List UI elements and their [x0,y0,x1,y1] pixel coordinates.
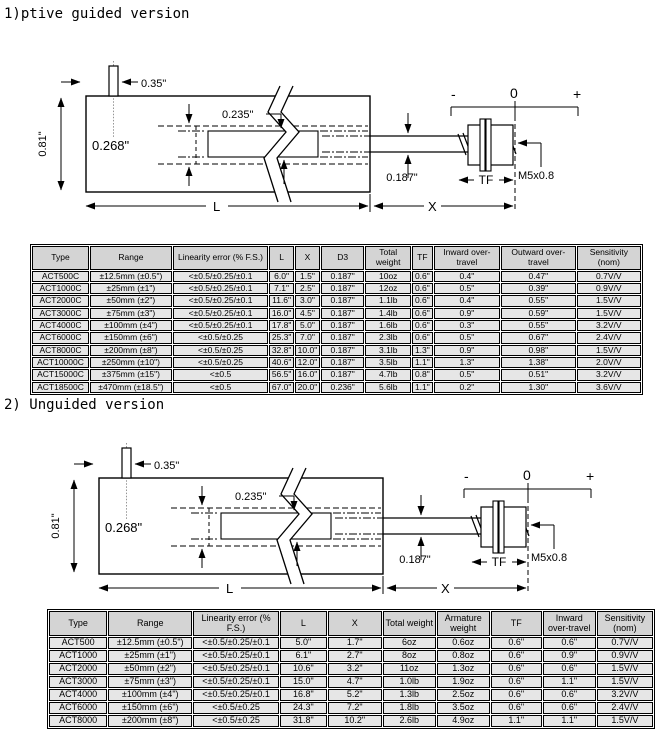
table-cell: <±0.5/±0.25 [193,702,279,714]
table-cell: ACT8000 [49,715,107,727]
table-cell: 0.6" [543,663,596,675]
table-cell: ±25mm (±1") [90,283,172,294]
table-cell: <±0.5/±0.25/±0.1 [173,271,268,282]
table-cell: 0.55" [501,295,576,306]
table-cell: ACT1000 [49,650,107,662]
table-cell: ±150mm (±6") [90,332,172,343]
table-cell: 0.6" [412,320,433,331]
table-cell: 3.2" [328,663,382,675]
table-cell: ±75mm (±3") [90,308,172,319]
table-cell: <±0.5/±0.25/±0.1 [173,320,268,331]
table-cell: 67.0" [269,382,294,393]
table-cell: 0.6" [491,663,542,675]
table-cell: 31.8" [280,715,327,727]
table-cell: 1.3lb [383,689,436,701]
table-cell: 1.0lb [383,676,436,688]
column-header: Total weight [383,611,436,636]
table-cell: 1.5V/V [577,308,641,319]
table-row [32,357,641,368]
table-cell: 2.0V/V [577,357,641,368]
thread-label: M5x0.8 [518,170,555,182]
table-cell: 5.2" [328,689,382,701]
table-cell: 3.2V/V [577,320,641,331]
table-cell: <±0.5/±0.25/±0.1 [193,676,279,688]
table-cell: 0.6" [491,650,542,662]
table-cell: 0.187" [321,308,365,319]
table-cell: ±100mm (±4") [108,689,192,701]
table-cell: 1.3" [434,357,500,368]
table-cell: 10.0" [295,345,320,356]
table-cell: ±12.5mm (±0.5") [108,637,192,649]
core-diameter-label: 0.235" [235,491,267,503]
table-cell: 0.7V/V [597,637,653,649]
table-cell: 0.6oz [437,637,490,649]
scale-minus-label: - [451,86,456,102]
table-row [32,308,641,319]
core-rect [208,131,318,157]
table-cell: 16.0" [269,308,294,319]
column-header: Linearity error (% F.S.) [173,246,268,270]
table-cell: 1.6lb [365,320,411,331]
table-cell: 1.38" [501,357,576,368]
column-header: TF [491,611,542,636]
table-cell: 0.9" [434,308,500,319]
table-cell: <±0.5/±0.25/±0.1 [173,295,268,306]
body-height-label: 0.81" [50,513,62,539]
section1-heading: 1)ptive guided version [4,6,190,22]
table-cell: 12.0" [295,357,320,368]
column-header: X [328,611,382,636]
table-cell: 1.1" [412,357,433,368]
scale-plus-label: + [573,86,582,102]
table-cell: 4.7" [328,676,382,688]
rod-diameter-label: 0.187" [386,172,418,184]
table-cell: 0.6" [412,332,433,343]
table-cell: 12oz [365,283,411,294]
table-cell: 1.5V/V [597,663,653,675]
table-cell: ACT10000C [32,357,89,368]
table-cell: 0.39" [501,283,576,294]
table-cell: 4.9oz [437,715,490,727]
column-header: X [295,246,320,270]
table-cell: 20.0" [295,382,320,393]
table-cell: 1.8lb [383,702,436,714]
table-row [32,295,641,306]
thread-label: M5x0.8 [531,552,568,564]
table-cell: ACT2000 [49,663,107,675]
table-cell: ACT1000C [32,283,89,294]
table-cell: 6.1" [280,650,327,662]
table-cell: 0.47" [501,271,576,282]
table-cell: 0.5" [434,369,500,380]
table-row [32,332,641,343]
table-cell: 10oz [365,271,411,282]
table-row [32,369,641,380]
table-cell: 0.6" [491,702,542,714]
table-cell: 1.5V/V [577,345,641,356]
table-cell: <±0.5/±0.25/±0.1 [193,637,279,649]
table-row [32,345,641,356]
table-cell: 2.6lb [383,715,436,727]
column-header: Type [32,246,89,270]
length-label: L [213,199,221,214]
bore-diameter-label: 0.268" [92,138,130,153]
table-cell: 2.5oz [437,689,490,701]
table-cell: 4.5" [295,308,320,319]
table-cell: 0.5" [434,283,500,294]
column-header: Sensitivity (nom) [597,611,653,636]
table-cell: 0.8oz [437,650,490,662]
table-cell: 1.1" [543,676,596,688]
table-cell: 2.3lb [365,332,411,343]
body-height-label: 0.81" [37,131,49,157]
table-cell: 0.6" [491,689,542,701]
flange-plate-2 [499,501,504,553]
captive-guided-dimensional-drawing [28,60,628,232]
table-cell: <±0.5/±0.25/±0.1 [173,283,268,294]
table-row [49,637,653,649]
core-diameter-label: 0.235" [222,109,254,121]
table-cell: ACT18500C [32,382,89,393]
table-cell: 17.8" [269,320,294,331]
table-cell: ±25mm (±1") [108,650,192,662]
table-cell: 0.9" [434,345,500,356]
table-cell: 16.8" [280,689,327,701]
table-cell: ACT6000 [49,702,107,714]
table-cell: 0.187" [321,369,365,380]
table-cell: 1.9oz [437,676,490,688]
table-cell: 1.5V/V [597,676,653,688]
column-header: TF [412,246,433,270]
table-cell: ±12.5mm (±0.5") [90,271,172,282]
table-cell: 1.4lb [365,308,411,319]
table-cell: 4.7lb [365,369,411,380]
table-cell: 24.3" [280,702,327,714]
table-cell: 1.5V/V [577,295,641,306]
table-cell: 1.1lb [365,295,411,306]
column-header: Range [108,611,192,636]
column-header: Linearity error (% F.S.) [193,611,279,636]
column-header: Range [90,246,172,270]
table-cell: 0.6" [491,676,542,688]
table-cell: 0.187" [321,345,365,356]
table-cell: 1.1" [491,715,542,727]
table-cell: 1.7" [328,637,382,649]
table-cell: ACT500C [32,271,89,282]
table-header-row [32,246,641,270]
column-header: Inward over-travel [543,611,596,636]
table-cell: 0.51" [501,369,576,380]
table-cell: 10.6" [280,663,327,675]
table-row [49,663,653,675]
table-cell: 0.59" [501,308,576,319]
table-cell: 2.4V/V [577,332,641,343]
table-cell: 0.2" [434,382,500,393]
table-cell: ACT3000 [49,676,107,688]
tf-label: TF [491,555,507,569]
table-cell: ±150mm (±6") [108,702,192,714]
column-header: D3 [321,246,365,270]
table-cell: <±0.5/±0.25/±0.1 [193,689,279,701]
column-header: L [280,611,327,636]
table-cell: 3.5lb [365,357,411,368]
table-cell: 6.0" [269,271,294,282]
table-cell: 25.3" [269,332,294,343]
table-cell: 10.2" [328,715,382,727]
table-cell: ±375mm (±15") [90,369,172,380]
scale-zero-label: 0 [510,85,518,101]
table-cell: 0.5" [434,332,500,343]
tf-label: TF [478,173,494,187]
table-cell: 0.4" [434,271,500,282]
table-cell: ACT4000 [49,689,107,701]
table-cell: ±470mm (±18.5") [90,382,172,393]
table-row [49,650,653,662]
bore-diameter-label: 0.268" [105,520,143,535]
table-cell: 0.67" [501,332,576,343]
table-cell: 3.6V/V [577,382,641,393]
rod-diameter-label: 0.187" [399,554,431,566]
table-cell: 11oz [383,663,436,675]
table-cell: <±0.5/±0.25 [193,715,279,727]
table-row [49,676,653,688]
table-cell: <±0.5 [173,382,268,393]
table-cell: 0.55" [501,320,576,331]
table-cell: 2.7" [328,650,382,662]
table-cell: 0.4" [434,295,500,306]
table-cell: 3.2V/V [597,689,653,701]
flange-plate-1 [493,501,498,553]
table-cell: 0.187" [321,357,365,368]
scale-zero-label: 0 [523,467,531,483]
table-cell: 0.6" [543,689,596,701]
table-cell: 8oz [383,650,436,662]
table-cell: <±0.5/±0.25/±0.1 [173,308,268,319]
core-rect [221,513,331,539]
table-row [32,271,641,282]
table-cell: 5.0" [280,637,327,649]
column-header: Type [49,611,107,636]
table-row [32,382,641,393]
table-cell: 2.4V/V [597,702,653,714]
table-cell: 0.8" [412,369,433,380]
table-cell: 0.6" [412,271,433,282]
flange-plate-2 [486,119,491,171]
table-cell: 0.187" [321,320,365,331]
table-cell: ±75mm (±3") [108,676,192,688]
table-cell: 15.0" [280,676,327,688]
table-cell: 1.5V/V [597,715,653,727]
table-cell: <±0.5/±0.25 [173,345,268,356]
table-cell: 16.0" [295,369,320,380]
table-cell: ±200mm (±8") [90,345,172,356]
table-row [32,283,641,294]
column-header: L [269,246,294,270]
table-cell: 0.98" [501,345,576,356]
table-cell: 1.3oz [437,663,490,675]
table-cell: <±0.5/±0.25/±0.1 [193,663,279,675]
table-cell: ACT6000C [32,332,89,343]
table-cell: 5.0" [295,320,320,331]
table-cell: ACT8000C [32,345,89,356]
table-cell: 1.3" [412,345,433,356]
table-cell: <±0.5/±0.25 [173,357,268,368]
table-cell: 0.9" [543,650,596,662]
table-header-row [49,611,653,636]
pin-width-label: 0.35" [154,460,180,472]
table-cell: 7.0" [295,332,320,343]
table-cell: 3.0" [295,295,320,306]
pin [109,66,118,96]
table-cell: ACT500 [49,637,107,649]
table-cell: ACT3000C [32,308,89,319]
table-cell: 0.7V/V [577,271,641,282]
table-cell: 3.1lb [365,345,411,356]
table-cell: 0.6" [412,295,433,306]
table-cell: <±0.5/±0.25/±0.1 [193,650,279,662]
table-cell: 0.6" [412,308,433,319]
table-cell: ±50mm (±2") [90,295,172,306]
table-cell: 6oz [383,637,436,649]
captive-guided-spec-table [30,244,643,395]
column-header: Inward over-travel [434,246,500,270]
table-row [49,702,653,714]
table-cell: 5.6lb [365,382,411,393]
table-cell: 56.5" [269,369,294,380]
table-cell: ±50mm (±2") [108,663,192,675]
unguided-spec-table [47,609,655,729]
table-cell: 3.2V/V [577,369,641,380]
length-label: L [226,581,234,596]
column-header: Total weight [365,246,411,270]
column-header: Outward over-travel [501,246,576,270]
table-cell: 1.5" [295,271,320,282]
table-cell: ACT2000C [32,295,89,306]
table-cell: ACT4000C [32,320,89,331]
section2-heading: 2) Unguided version [4,397,165,413]
table-cell: 0.9V/V [577,283,641,294]
flange-plate-1 [480,119,485,171]
table-cell: 0.6" [491,637,542,649]
table-cell: 40.6" [269,357,294,368]
pin-width-label: 0.35" [141,78,167,90]
table-cell: 1.30" [501,382,576,393]
table-cell: 0.6" [543,637,596,649]
pin [122,448,131,478]
table-cell: 0.236" [321,382,365,393]
table-cell: 32.8" [269,345,294,356]
table-cell: 11.6" [269,295,294,306]
table-cell: ±250mm (±10") [90,357,172,368]
table-cell: 0.9V/V [597,650,653,662]
table-cell: 0.187" [321,283,365,294]
table-cell: 0.6" [412,283,433,294]
table-cell: <±0.5/±0.25 [173,332,268,343]
scale-plus-label: + [586,468,595,484]
unguided-dimensional-drawing [41,442,641,614]
table-cell: 0.187" [321,332,365,343]
column-header: Armature weight [437,611,490,636]
table-row [49,689,653,701]
table-cell: ACT15000C [32,369,89,380]
table-cell: <±0.5 [173,369,268,380]
table-row [32,320,641,331]
table-cell: ±100mm (±4") [90,320,172,331]
table-cell: 0.187" [321,271,365,282]
table-cell: 3.5oz [437,702,490,714]
scale-minus-label: - [464,468,469,484]
table-cell: 0.187" [321,295,365,306]
table-cell: 7.2" [328,702,382,714]
table-cell: 7.1" [269,283,294,294]
table-cell: ±200mm (±8") [108,715,192,727]
table-cell: 1.1" [412,382,433,393]
table-row [49,715,653,727]
table-cell: 1.1" [543,715,596,727]
table-cell: 0.3" [434,320,500,331]
table-cell: 0.6" [543,702,596,714]
column-header: Sensitivity (nom) [577,246,641,270]
stroke-label: X [441,581,450,596]
table-cell: 2.5" [295,283,320,294]
stroke-label: X [428,199,437,214]
